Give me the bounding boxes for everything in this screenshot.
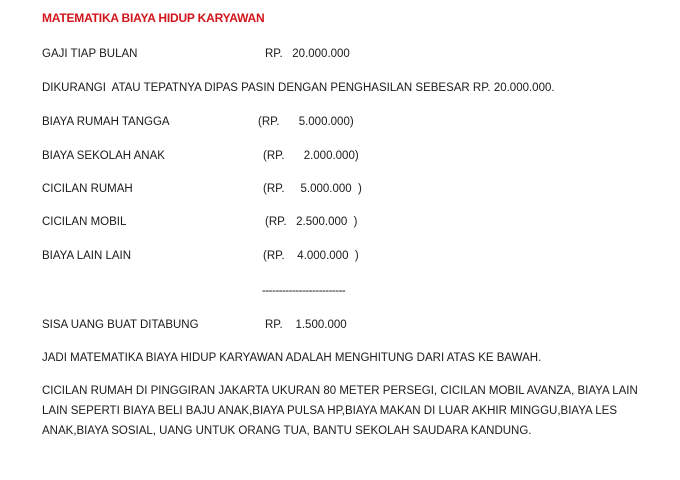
salary-amount: RP. 20.000.000 <box>265 48 350 60</box>
document-title: MATEMATIKA BIAYA HIDUP KARYAWAN <box>42 11 265 25</box>
sum-divider: ------------------------- <box>262 285 346 297</box>
expense-amount: (RP. 5.000.000 ) <box>263 183 362 195</box>
notes-paragraph: CICILAN RUMAH DI PINGGIRAN JAKARTA UKURAN 80 METER PERSEGI, CICILAN MOBIL AVANZA, BIAYA LAIN LAIN SEPERTI BIAYA BELI BAJU ANAK,BIAYA PULSA HP,BIAYA MAKAN DI LUAR AKHIR MINGGU,BIAYA LES ANAK,BIAYA SOSIAL, UANG UNTUK ORANG TUA, BANTU SEKOLAH SAUDARA KANDUNG. <box>42 385 638 437</box>
expense-label: BIAYA SEKOLAH ANAK <box>42 150 165 162</box>
remainder-amount: RP. 1.500.000 <box>265 319 347 331</box>
conclusion-text: JADI MATEMATIKA BIAYA HIDUP KARYAWAN ADALAH MENGHITUNG DARI ATAS KE BAWAH. <box>42 352 542 364</box>
expense-label: BIAYA LAIN LAIN <box>42 250 132 262</box>
expense-amount: (RP. 4.000.000 ) <box>263 250 359 262</box>
expense-amount: (RP. 5.000.000) <box>258 116 354 128</box>
expense-label: CICILAN RUMAH <box>42 183 133 195</box>
expense-label: BIAYA RUMAH TANGGA <box>42 116 170 128</box>
expense-label: CICILAN MOBIL <box>42 216 127 228</box>
salary-label: GAJI TIAP BULAN <box>42 48 138 60</box>
deduction-note: DIKURANGI ATAU TEPATNYA DIPAS PASIN DENGAN PENGHASILAN SEBESAR RP. 20.000.000. <box>42 82 555 94</box>
expense-amount: (RP. 2.500.000 ) <box>265 216 358 228</box>
expense-amount: (RP. 2.000.000) <box>263 150 359 162</box>
remainder-label: SISA UANG BUAT DITABUNG <box>42 319 199 331</box>
